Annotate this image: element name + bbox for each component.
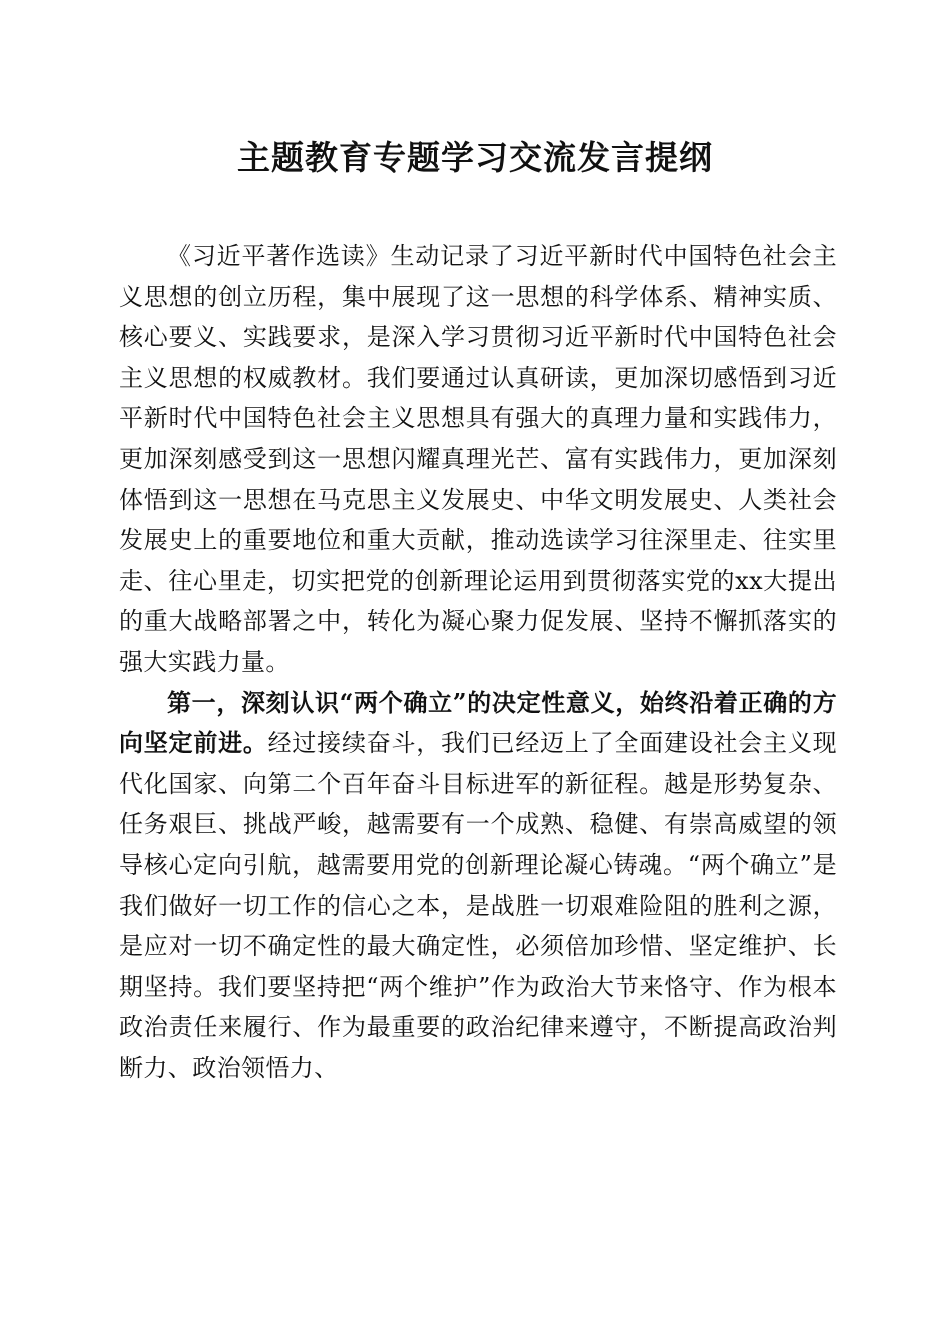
paragraph-text: 经过接续奋斗，我们已经迈上了全面建设社会主义现代化国家、向第二个百年奋斗目标进军的新征程。越是形势复杂、任务艰巨、挑战严峻，越需要有一个成熟、稳健、有崇高威望的领导核心定向引航，越需要用党的创新理论凝心铸魂。“两个确立”是我们做好一切工作的信心之本，是战胜一切艰难险阻的胜利之源，是应对一切不确定性的最大确定性，必须倍加珍惜、坚定维护、长期坚持。我们要坚持把“两个维护”作为政治大节来恪守、作为根本政治责任来履行、作为最重要的政治纪律来遵守，不断提高政治判断力、政治领悟力、 — [119, 729, 838, 1082]
paragraph-intro — [119, 236, 837, 683]
document-body — [119, 236, 837, 1088]
paragraph-text: 《习近平著作选读》生动记录了习近平新时代中国特色社会主义思想的创立历程，集中展现了这一思想的科学体系、精神实质、核心要义、实践要求，是深入学习贯彻习近平新时代中国特色社会主义思想的权威教材。我们要通过认真研读，更加深切感悟到习近平新时代中国特色社会主义思想具有强大的真理力量和实践伟力，更加深刻感受到这一思想闪耀真理光芒、富有实践伟力，更加深刻体悟到这一思想在马克思主义发展史、中华文明发展史、人类社会发展史上的重要地位和重大贡献，推动选读学习往深里走、往实里走、往心里走，切实把党的创新理论运用到贯彻落实党的xx大提出的重大战略部署之中，转化为凝心聚力促发展、坚持不懈抓落实的强大实践力量。 — [119, 242, 837, 676]
paragraph-lead: 第一，深刻认识“两个确立”的决定性意义，始终沿着正确的方向坚定前进。 — [119, 687, 837, 758]
paragraph-first-point — [119, 683, 837, 1089]
document-title: 主题教育专题学习交流发言提纲 — [237, 138, 713, 177]
